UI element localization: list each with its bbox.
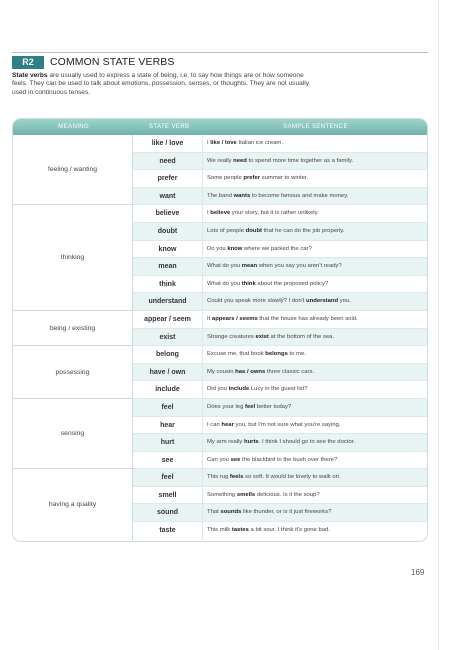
sentence-text: delicious. Is it the soup? — [255, 491, 320, 498]
table-row — [133, 241, 427, 259]
sentence-verb-highlight: exist — [255, 333, 269, 340]
table-row — [133, 504, 427, 522]
table-row — [133, 399, 427, 417]
sentence-text: three classic cars. — [265, 368, 315, 375]
table-row — [133, 381, 427, 399]
page-margin-line — [438, 0, 439, 650]
sample-sentence — [203, 153, 427, 170]
sentence-text: to me. — [287, 351, 306, 358]
sample-sentence — [203, 205, 427, 222]
table-row — [133, 434, 427, 452]
sentence-text: My cousin — [207, 368, 236, 375]
state-verb: include — [133, 381, 203, 398]
sentence-text: Can you — [207, 456, 231, 463]
section-rule — [12, 52, 428, 53]
sentence-verb-highlight: feels — [229, 474, 244, 481]
table-row — [133, 346, 427, 364]
sentence-text: I — [207, 140, 211, 146]
sentence-verb-highlight: appears / seems — [211, 315, 258, 322]
state-verb: belong — [133, 346, 203, 363]
state-verb: prefer — [133, 170, 203, 187]
sample-sentence — [203, 417, 427, 434]
sentence-verb-highlight: smells — [236, 491, 256, 498]
sentence-text: where we parked the car? — [242, 245, 312, 252]
verb-rows — [133, 135, 427, 540]
sample-sentence — [203, 135, 427, 152]
sentence-verb-highlight: prefer — [243, 175, 261, 182]
sentence-text: that he can do the job properly. — [262, 227, 345, 234]
table-row — [133, 522, 427, 540]
sentence-verb-highlight: think — [241, 280, 256, 287]
sample-sentence — [203, 381, 427, 398]
sentence-text: better today? — [255, 403, 292, 410]
intro-bold-lead: State verbs — [12, 72, 48, 79]
state-verb: understand — [133, 293, 203, 310]
state-verb: have / own — [133, 364, 203, 381]
state-verb: sound — [133, 504, 203, 521]
sentence-text: your story, but it is rather unlikely. — [230, 210, 319, 217]
sentence-verb-highlight: like / love — [210, 140, 237, 146]
sentence-text: Lots of people — [207, 227, 246, 234]
sentence-text: The band — [207, 192, 234, 199]
sentence-text: about the proposed policy? — [255, 280, 329, 287]
sentence-text: I can — [207, 421, 222, 428]
meaning-group: possessing — [13, 346, 132, 399]
sentence-verb-highlight: hear — [221, 421, 234, 428]
meaning-group: being / existing — [13, 311, 132, 346]
table-row — [133, 205, 427, 223]
sentence-verb-highlight: tastes — [231, 527, 249, 534]
sentence-text: when you say you aren't ready? — [257, 263, 342, 270]
sample-sentence — [203, 364, 427, 381]
sentence-verb-highlight: need — [233, 157, 247, 164]
sample-sentence — [203, 311, 427, 328]
sample-sentence — [203, 329, 427, 346]
state-verb: doubt — [133, 223, 203, 240]
meaning-group: feeling / wanting — [13, 135, 132, 205]
sentence-text: Some people — [207, 175, 244, 182]
table-row — [133, 487, 427, 505]
state-verb: know — [133, 241, 203, 258]
intro-text: are usually used to express a state of being, i.e. to say how things are or how someone feels. They can be used to talk about emotions, possession, senses, or thoughts. They are not usually used in continuous tenses. — [12, 72, 310, 96]
sample-sentence — [203, 399, 427, 416]
state-verb: see — [133, 452, 203, 469]
state-verbs-table — [12, 118, 428, 542]
sentence-text: that the house has already been sold. — [257, 315, 358, 322]
state-verb: smell — [133, 487, 203, 504]
table-row — [133, 188, 427, 206]
state-verb: believe — [133, 205, 203, 222]
state-verb: like / love — [133, 135, 203, 152]
sentence-verb-highlight: belongs — [265, 351, 288, 358]
state-verb: need — [133, 153, 203, 170]
sentence-verb-highlight: see — [230, 456, 241, 463]
state-verb: mean — [133, 258, 203, 275]
sentence-verb-highlight: mean — [241, 263, 258, 270]
sample-sentence — [203, 522, 427, 540]
sentence-text: Did you — [207, 386, 229, 393]
sentence-text: . I think I should go to see the doctor. — [258, 439, 355, 446]
sentence-verb-highlight: understand — [306, 298, 339, 305]
state-verb: hear — [133, 417, 203, 434]
sample-sentence — [203, 258, 427, 275]
page-number: 169 — [411, 568, 425, 577]
sample-sentence — [203, 188, 427, 205]
sentence-text: summer to winter. — [260, 175, 309, 182]
sentence-text: so soft. It would be lovely to walk on. — [243, 474, 341, 481]
sample-sentence — [203, 487, 427, 504]
sample-sentence — [203, 276, 427, 293]
state-verb: exist — [133, 329, 203, 346]
state-verb: feel — [133, 399, 203, 416]
sentence-verb-highlight: doubt — [245, 227, 263, 234]
state-verb: think — [133, 276, 203, 293]
sample-sentence — [203, 170, 427, 187]
table-row — [133, 311, 427, 329]
table-row — [133, 135, 427, 153]
sentence-verb-highlight: sounds — [220, 509, 242, 516]
state-verb: taste — [133, 522, 203, 540]
sentence-text: We really — [207, 157, 234, 164]
sentence-verb-highlight: know — [227, 245, 243, 252]
table-row — [133, 417, 427, 435]
meaning-group: sensing — [13, 399, 132, 469]
sentence-text: Italian ice cream. — [236, 140, 283, 146]
table-row — [133, 170, 427, 188]
sentence-text: This milk — [207, 527, 232, 534]
sentence-text: This rug — [207, 474, 230, 481]
sample-sentence — [203, 293, 427, 310]
sentence-text: like thunder, or is it just fireworks? — [241, 509, 332, 516]
table-body — [13, 135, 427, 540]
sentence-text: Lucy in the guest list? — [249, 386, 308, 393]
sentence-text: Do you — [207, 245, 228, 252]
sample-sentence — [203, 504, 427, 521]
table-row — [133, 364, 427, 382]
sentence-text: It — [207, 315, 212, 322]
sentence-text: That — [207, 509, 221, 516]
table-row — [133, 469, 427, 487]
sentence-text: Strange creatures — [207, 333, 256, 340]
sample-sentence — [203, 434, 427, 451]
table-row — [133, 452, 427, 470]
sentence-text: you, but I'm not sure what you're saying. — [233, 421, 341, 428]
table-header — [13, 119, 427, 135]
table-row — [133, 223, 427, 241]
table-row — [133, 329, 427, 347]
meaning-group: thinking — [13, 205, 132, 311]
sentence-text: the blackbird in the bush over there? — [240, 456, 338, 463]
header-sample-sentence: SAMPLE SENTENCE — [283, 124, 348, 130]
sentence-verb-highlight: believe — [210, 210, 231, 217]
sentence-text: Excuse me, that book — [207, 351, 266, 358]
table-row — [133, 293, 427, 311]
sentence-text: at the bottom of the sea. — [268, 333, 335, 340]
state-verb: feel — [133, 469, 203, 486]
sentence-text: What do you — [207, 280, 242, 287]
state-verb: want — [133, 188, 203, 205]
sentence-verb-highlight: feel — [244, 403, 256, 410]
sentence-text: Does your leg — [207, 403, 245, 410]
meaning-group: having a quality — [48, 501, 97, 509]
sentence-verb-highlight: has / owns — [235, 368, 266, 375]
sample-sentence — [203, 346, 427, 363]
sentence-text: to become famous and make money. — [250, 192, 349, 199]
sentence-verb-highlight: include — [228, 386, 250, 393]
sentence-text: I — [207, 210, 211, 217]
table-row — [133, 258, 427, 276]
sample-sentence — [203, 469, 427, 486]
sentence-verb-highlight: hurts — [243, 439, 259, 446]
header-meaning: MEANING — [58, 124, 90, 130]
sentence-verb-highlight: wants — [233, 192, 251, 199]
table-row — [133, 276, 427, 294]
sample-sentence — [203, 452, 427, 469]
section-badge: R2 — [12, 56, 44, 69]
sentence-text: Something — [207, 491, 237, 498]
sentence-text: to spend more time together as a family. — [246, 157, 354, 164]
sentence-text: What do you — [207, 263, 242, 270]
sentence-text: Could you speak more slowly? I don't — [207, 298, 307, 305]
state-verb: hurt — [133, 434, 203, 451]
sample-sentence — [203, 241, 427, 258]
sample-sentence — [203, 223, 427, 240]
meaning-column — [13, 135, 133, 540]
header-state-verb: STATE VERB — [149, 124, 190, 130]
sentence-text: a bit sour. I think it's gone bad. — [248, 527, 330, 534]
table-row — [133, 153, 427, 171]
intro-paragraph — [12, 72, 312, 97]
sentence-text: My arm really — [207, 439, 244, 446]
sentence-text: you. — [338, 298, 351, 305]
section-title: COMMON STATE VERBS — [50, 56, 175, 68]
state-verb: appear / seem — [133, 311, 203, 328]
